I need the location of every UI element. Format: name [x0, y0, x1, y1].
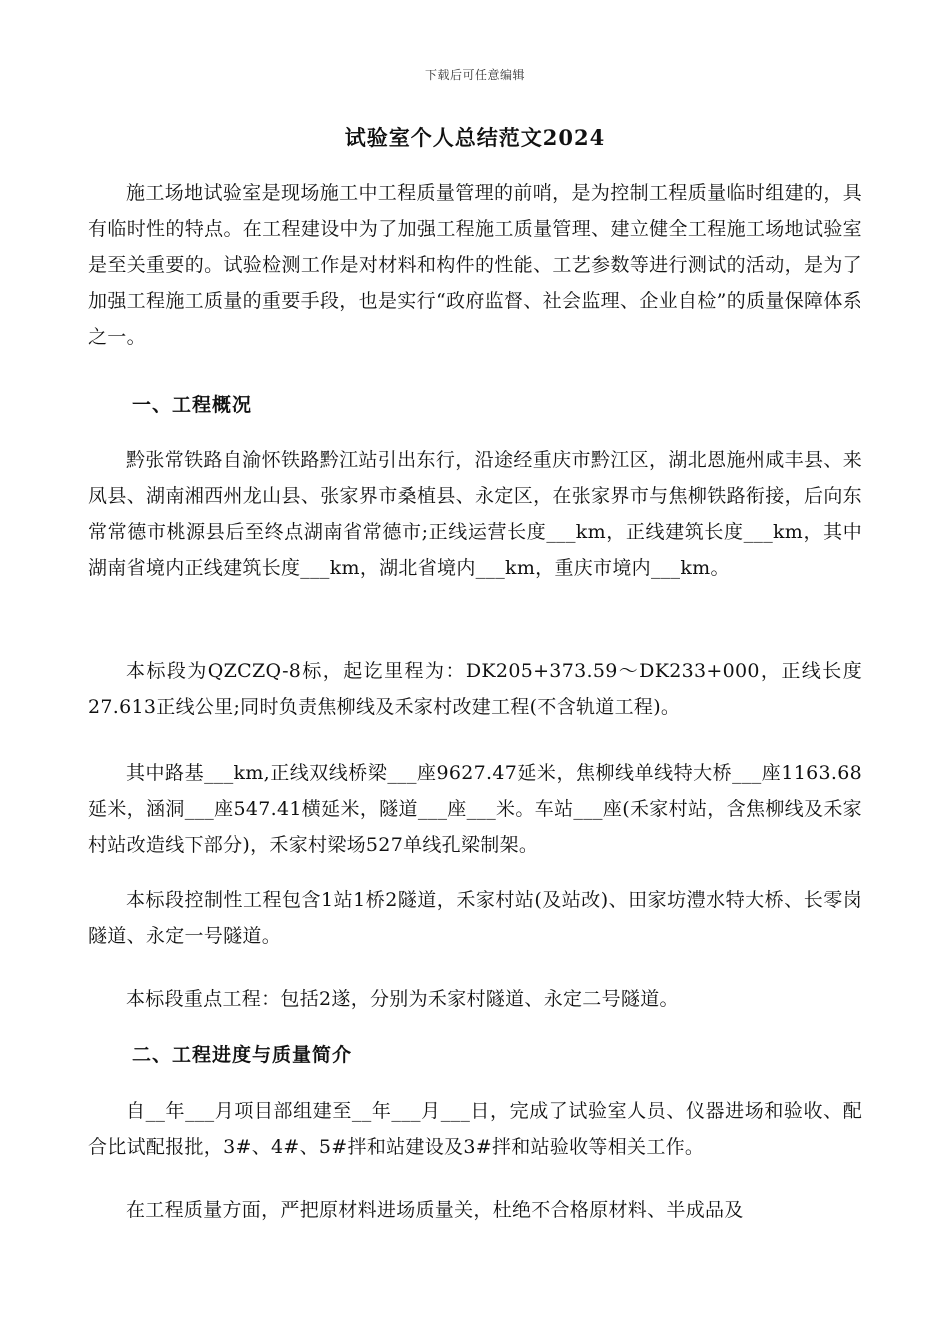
overview-paragraph-4: 本标段控制性工程包含1站1桥2隧道，禾家村站(及站改)、田家坊澧水特大桥、长零岗隧道、永定一号隧道。: [88, 889, 862, 947]
progress-paragraph-2: 在工程质量方面，严把原材料进场质量关，杜绝不合格原材料、半成品及: [126, 1199, 744, 1221]
overview-paragraph-2: 本标段为QZCZQ-8标，起讫里程为：DK205+373.59～DK233+000，正线长度27.613正线公里;同时负责焦柳线及禾家村改建工程(不含轨道工程)。: [88, 660, 862, 718]
section-heading-progress: 二、工程进度与质量简介: [132, 1044, 353, 1066]
intro-paragraph: 施工场地试验室是现场施工中工程质量管理的前哨，是为控制工程质量临时组建的，具有临时性的特点。在工程建设中为了加强工程施工质量管理、建立健全工程施工场地试验室是至关重要的。试验检测工作是对材料和构件的性能、工艺参数等进行测试的活动，是为了加强工程施工质量的重要手段，也是实行“政府监督、社会监理、企业自检”的质量保障体系之一。: [88, 182, 862, 348]
progress-paragraph-1: 自__年___月项目部组建至__年___月___日，完成了试验室人员、仪器进场和验收、配合比试配报批，3#、4#、5#拌和站建设及3#拌和站验收等相关工作。: [88, 1100, 862, 1158]
overview-paragraph-1: 黔张常铁路自渝怀铁路黔江站引出东行，沿途经重庆市黔江区，湖北恩施州咸丰县、来凤县、湖南湘西州龙山县、张家界市桑植县、永定区，在张家界市与焦柳铁路衔接，后向东常常德市桃源县后至终点湖南省常德市;正线运营长度___km，正线建筑长度___km，其中湖南省境内正线建筑长度___km，湖北省境内___km，重庆市境内___km。: [88, 449, 862, 579]
section-heading-overview: 一、工程概况: [132, 394, 253, 416]
overview-paragraph-5: 本标段重点工程：包括2遂，分别为禾家村隧道、永定二号隧道。: [126, 988, 679, 1010]
document-title: 试验室个人总结范文2024: [344, 125, 606, 150]
overview-paragraph-3: 其中路基___km,正线双线桥梁___座9627.47延米，焦柳线单线特大桥___座1163.68延米，涵洞___座547.41横延米，隧道___座___米。车站___座(禾家村站，含焦柳线及禾家村站改造线下部分)，禾家村梁场527单线孔梁制架。: [88, 762, 862, 856]
header-note: 下载后可任意编辑: [424, 68, 525, 82]
